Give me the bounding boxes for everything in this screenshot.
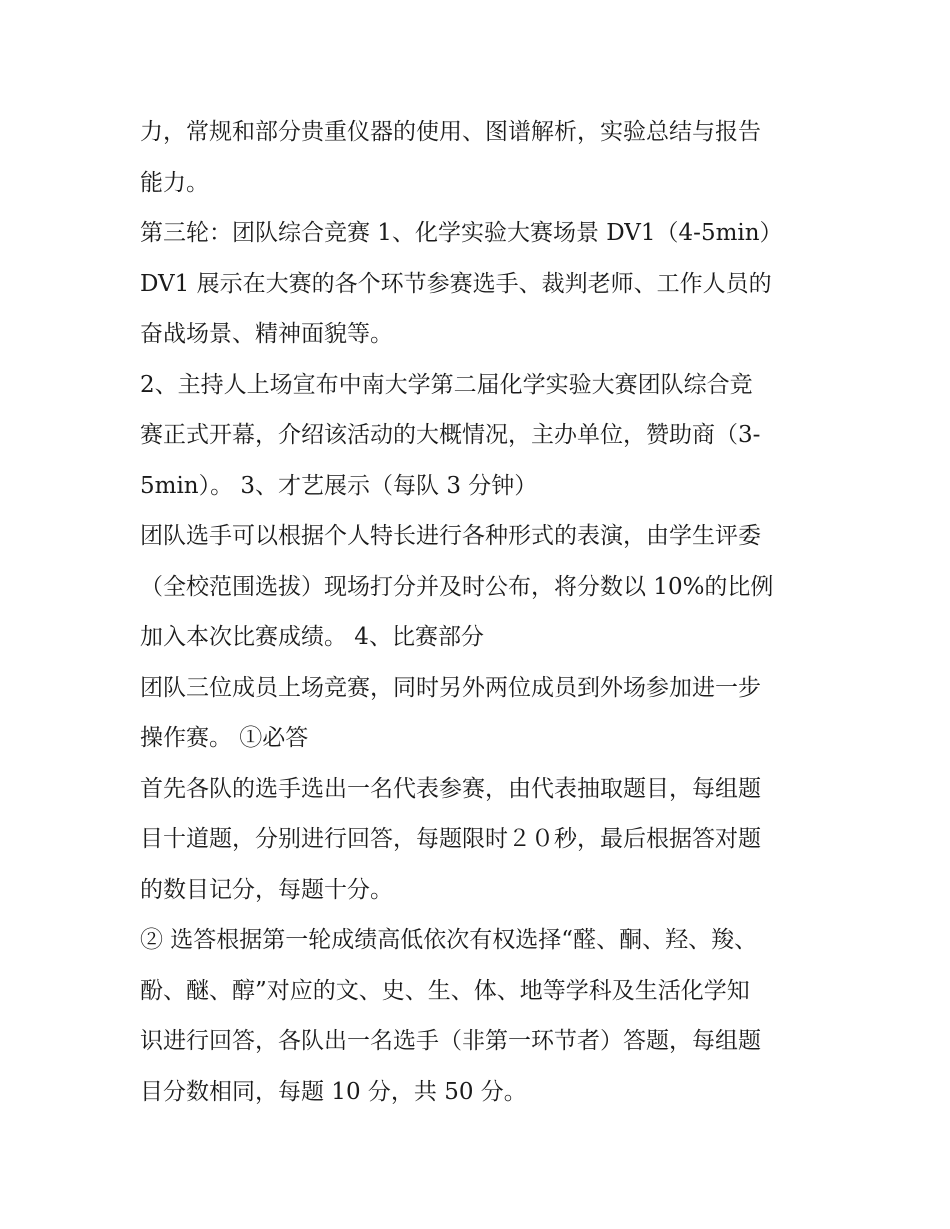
text-line: 赛正式开幕，介绍该活动的大概情况，主办单位，赞助商（3- [140,422,761,448]
text-line: 2、主持人上场宣布中南大学第二届化学实验大赛团队综合竞 [140,371,753,398]
document-body [140,107,815,1117]
text-line: 5min）。 3、才艺展示（每队 3 分钟） [140,472,538,499]
text-line: 操作赛。 ①必答 [140,725,309,751]
text-line: 能力。 [140,169,209,196]
text-line: DV1 展示在大赛的各个环节参赛选手、裁判老师、工作人员的 [140,270,772,297]
text-line: 的数目记分，每题十分。 [140,876,393,903]
text-line: 力，常规和部分贵重仪器的使用、图谱解析，实验总结与报告 [140,119,761,145]
text-line: 加入本次比赛成绩。 4、比赛部分 [140,624,484,650]
text-line: 目十道题，分别进行回答，每题限时２０秒，最后根据答对题 [140,826,761,852]
text-line: 奋战场景、精神面貌等。 [140,321,393,347]
text-line: 团队三位成员上场竞赛，同时另外两位成员到外场参加进一步 [140,674,761,701]
text-line: 目分数相同，每题 10 分，共 50 分。 [140,1078,527,1105]
text-line: 团队选手可以根据个人特长进行各种形式的表演，由学生评委 [140,523,761,549]
text-line: （全校范围选拔）现场打分并及时公布，将分数以 10%的比例 [140,573,774,600]
text-line: 首先各队的选手选出一名代表参赛，由代表抽取题目，每组题 [140,775,761,802]
text-line: 识进行回答，各队出一名选手（非第一环节者）答题，每组题 [140,1028,761,1054]
text-line: ② 选答根据第一轮成绩高低依次有权选择“醛、酮、羟、羧、 [140,927,758,953]
text-line: 酚、醚、醇”对应的文、史、生、体、地等学科及生活化学知 [140,977,750,1004]
text-line: 第三轮：团队综合竞赛 1、化学实验大赛场景 DV1（4-5min） [140,220,783,246]
